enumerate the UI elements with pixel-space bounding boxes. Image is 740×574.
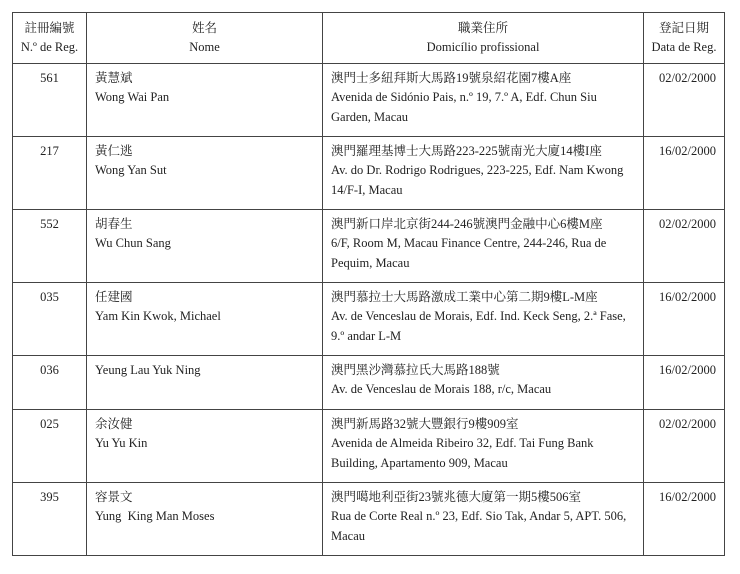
name-cell <box>87 137 323 210</box>
reg-no-cell: 561 <box>13 64 87 137</box>
registration-table <box>12 12 725 556</box>
address-cell <box>323 483 644 556</box>
address-cell <box>323 137 644 210</box>
reg-no-cell: 036 <box>13 356 87 410</box>
header-date <box>644 13 725 64</box>
name-cell <box>87 483 323 556</box>
address-zh: 澳門噶地利亞街23號兆德大廈第一期5樓506室 <box>331 490 582 504</box>
reg-no-cell: 552 <box>13 210 87 283</box>
name-pt: Yung King Man Moses <box>95 509 215 524</box>
name-pt: Yam Kin Kwok, Michael <box>95 309 221 324</box>
header-name <box>87 13 323 64</box>
address-cell <box>323 410 644 483</box>
address-zh: 澳門新馬路32號大豐銀行9樓909室 <box>331 417 519 431</box>
header-address <box>323 13 644 64</box>
table-row <box>13 410 725 483</box>
name-cell <box>87 283 323 356</box>
date-cell: 16/02/2000 <box>644 283 725 356</box>
name-zh: 黃仁逃 <box>95 144 133 158</box>
name-pt: Yeung Lau Yuk Ning <box>95 363 201 377</box>
address-pt: Avenida de Almeida Ribeiro 32, Edf. Tai Fung Bank Building, Apartamento 909, Macau <box>331 436 594 470</box>
address-cell <box>323 64 644 137</box>
date-cell: 16/02/2000 <box>644 356 725 410</box>
header-reg-no <box>13 13 87 64</box>
table-row <box>13 210 725 283</box>
header-name-pt: Nome <box>189 40 220 54</box>
name-cell <box>87 210 323 283</box>
address-pt: Av. do Dr. Rodrigo Rodrigues, 223-225, Edf. Nam Kwong 14/F-I, Macau <box>331 163 624 197</box>
name-cell <box>87 64 323 137</box>
address-zh: 澳門黑沙灣慕拉氏大馬路188號 <box>331 363 500 377</box>
address-zh: 澳門慕拉士大馬路激成工業中心第二期9樓L-M座 <box>331 290 598 304</box>
date-cell: 16/02/2000 <box>644 137 725 210</box>
table-row <box>13 483 725 556</box>
address-pt: Av. de Venceslau de Morais 188, r/c, Macau <box>331 382 552 397</box>
address-cell <box>323 210 644 283</box>
header-reg-no-pt: N.º de Reg. <box>20 40 79 54</box>
date-cell: 02/02/2000 <box>644 210 725 283</box>
reg-no-cell: 217 <box>13 137 87 210</box>
name-zh: 容景文 <box>95 490 133 504</box>
table-row <box>13 356 725 410</box>
header-row <box>13 13 725 64</box>
address-zh: 澳門新口岸北京街244-246號澳門金融中心6樓M座 <box>331 217 603 231</box>
table-row <box>13 283 725 356</box>
header-reg-no-zh: 註冊編號 <box>24 20 75 35</box>
date-cell: 02/02/2000 <box>644 64 725 137</box>
header-date-zh: 登記日期 <box>658 20 709 35</box>
address-cell <box>323 356 644 410</box>
header-address-pt: Domicílio profissional <box>426 40 540 54</box>
name-zh: 余汝健 <box>95 417 133 431</box>
address-pt: Rua de Corte Real n.º 23, Edf. Sio Tak, Andar 5, APT. 506, Macau <box>331 509 627 543</box>
address-zh: 澳門士多紐拜斯大馬路19號泉紹花園7樓A座 <box>331 71 572 85</box>
name-cell <box>87 410 323 483</box>
address-cell <box>323 283 644 356</box>
address-pt: Av. de Venceslau de Morais, Edf. Ind. Keck Seng, 2.ª Fase, 9.º andar L-M <box>331 309 626 343</box>
header-address-zh: 職業住所 <box>457 20 508 35</box>
table-row <box>13 137 725 210</box>
name-cell <box>87 356 323 410</box>
reg-no-cell: 035 <box>13 283 87 356</box>
name-pt: Wong Yan Sut <box>95 163 167 178</box>
date-cell: 02/02/2000 <box>644 410 725 483</box>
reg-no-cell: 025 <box>13 410 87 483</box>
name-zh: 黃慧斌 <box>95 71 133 85</box>
name-pt: Wong Wai Pan <box>95 90 170 105</box>
header-date-pt: Data de Reg. <box>651 40 717 54</box>
name-zh: 任建國 <box>95 290 133 304</box>
address-pt: 6/F, Room M, Macau Finance Centre, 244-246, Rua de Pequim, Macau <box>331 236 607 270</box>
date-cell: 16/02/2000 <box>644 483 725 556</box>
name-pt: Yu Yu Kin <box>95 436 148 451</box>
address-zh: 澳門羅理基博士大馬路223-225號南光大廈14樓I座 <box>331 144 602 158</box>
name-pt: Wu Chun Sang <box>95 236 171 251</box>
reg-no-cell: 395 <box>13 483 87 556</box>
header-name-zh: 姓名 <box>191 20 217 35</box>
address-pt: Avenida de Sidónio Pais, n.º 19, 7.º A, Edf. Chun Siu Garden, Macau <box>331 90 597 124</box>
table-row <box>13 64 725 137</box>
name-zh: 胡春生 <box>95 217 133 231</box>
